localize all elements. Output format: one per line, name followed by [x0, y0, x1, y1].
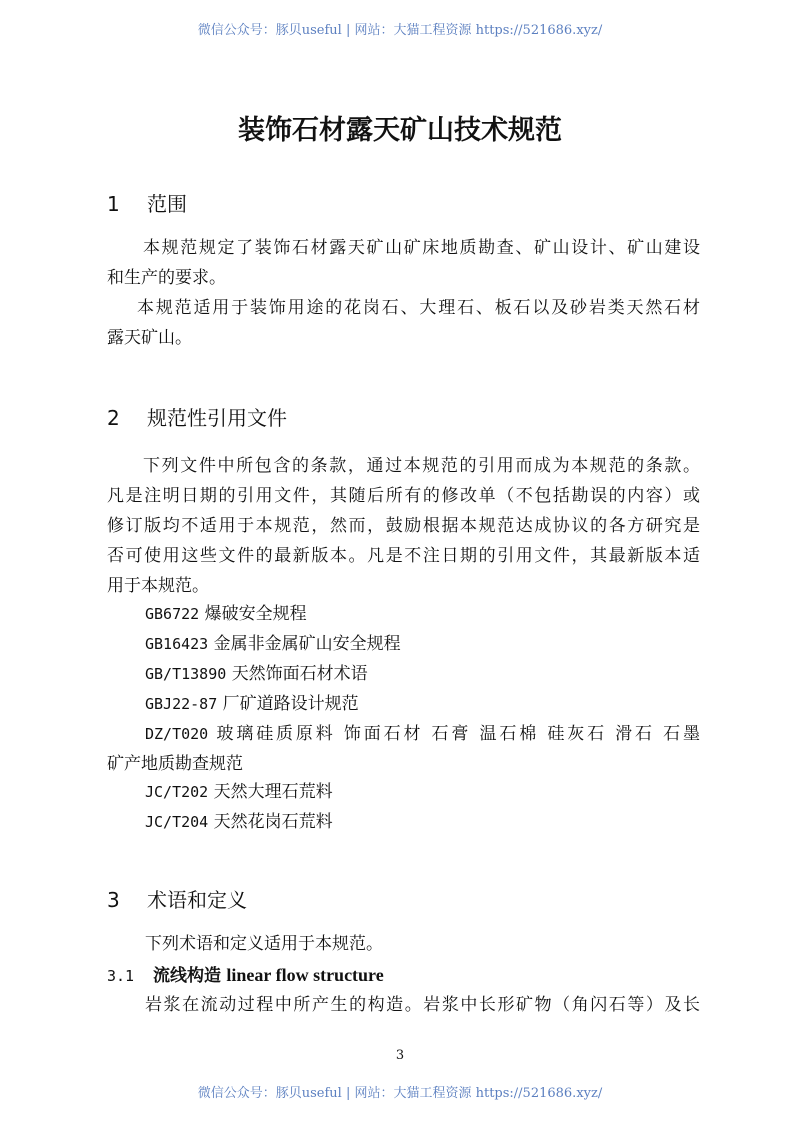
page-number: 3: [395, 1048, 405, 1063]
reference-item: [145, 663, 368, 685]
reference-item: [145, 603, 307, 625]
reference-item: [145, 781, 333, 803]
reference-code: JC/T204: [145, 813, 209, 831]
reference-name: 天然大理石荒料: [213, 782, 333, 802]
reference-code: GB16423: [145, 635, 209, 653]
section-number: 2: [107, 406, 120, 430]
paragraph-line: 修订版均不适用于本规范，然而，鼓励根据本规范达成协议的各方研究是: [107, 516, 700, 536]
reference-name: 爆破安全规程: [204, 604, 307, 624]
reference-code: DZ/T020: [145, 725, 209, 743]
section-number: 3: [107, 888, 120, 912]
section-title: 术语和定义: [147, 888, 247, 912]
section-1-heading: [107, 188, 187, 217]
paragraph-line: 下列术语和定义适用于本规范。: [145, 934, 383, 954]
section-title: 规范性引用文件: [147, 406, 287, 430]
paragraph-line: 岩浆在流动过程中所产生的构造。岩浆中长形矿物（角闪石等）及长: [145, 995, 700, 1015]
paragraph-line: 凡是注明日期的引用文件，其随后所有的修改单（不包括勘误的内容）或: [107, 486, 700, 506]
reference-code: GB/T13890: [145, 665, 227, 683]
paragraph-line: 用于本规范。: [107, 576, 209, 596]
section-number: 1: [107, 192, 120, 216]
reference-continuation: 矿产地质勘查规范: [107, 754, 243, 774]
subsection-title-cn: 流线构造: [153, 966, 221, 986]
section-title: 范围: [147, 192, 187, 216]
paragraph-line: 露天矿山。: [107, 328, 192, 348]
reference-code: GB6722: [145, 605, 200, 623]
reference-name: 天然饰面石材术语: [231, 664, 368, 684]
paragraph-line: 本规范规定了装饰石材露天矿山矿床地质勘查、矿山设计、矿山建设: [143, 238, 700, 258]
reference-name: 天然花岗石荒料: [213, 812, 333, 832]
watermark-bottom: 微信公众号：豚贝useful | 网站：大猫工程资源 https://521686.xyz/: [197, 1086, 603, 1101]
reference-item: [145, 811, 333, 833]
reference-item: [145, 723, 700, 745]
paragraph-line: 否可使用这些文件的最新版本。凡是不注日期的引用文件，其最新版本适: [107, 546, 700, 566]
watermark-top: 微信公众号：豚贝useful | 网站：大猫工程资源 https://521686.xyz/: [197, 23, 603, 38]
subsection-title-en: linear flow structure: [226, 965, 384, 985]
reference-code: GBJ22-87: [145, 695, 218, 713]
reference-code: JC/T202: [145, 783, 209, 801]
page-title: 装饰石材露天矿山技术规范: [238, 115, 562, 146]
reference-name: 金属非金属矿山安全规程: [213, 634, 401, 654]
section-3-heading: [107, 884, 247, 913]
paragraph-line: 下列文件中所包含的条款，通过本规范的引用而成为本规范的条款。: [143, 456, 700, 476]
subsection-3-1-heading: [107, 964, 384, 987]
reference-item: [145, 693, 359, 715]
subsection-number: 3.1: [107, 967, 135, 985]
reference-item: [145, 633, 401, 655]
reference-name: 玻璃硅质原料 饰面石材 石膏 温石棉 硅灰石 滑石 石墨: [216, 724, 701, 744]
paragraph-line: 和生产的要求。: [107, 268, 226, 288]
section-2-heading: [107, 402, 287, 431]
reference-name: 厂矿道路设计规范: [222, 694, 359, 714]
paragraph-line: 本规范适用于装饰用途的花岗石、大理石、板石以及砂岩类天然石材: [137, 298, 700, 318]
